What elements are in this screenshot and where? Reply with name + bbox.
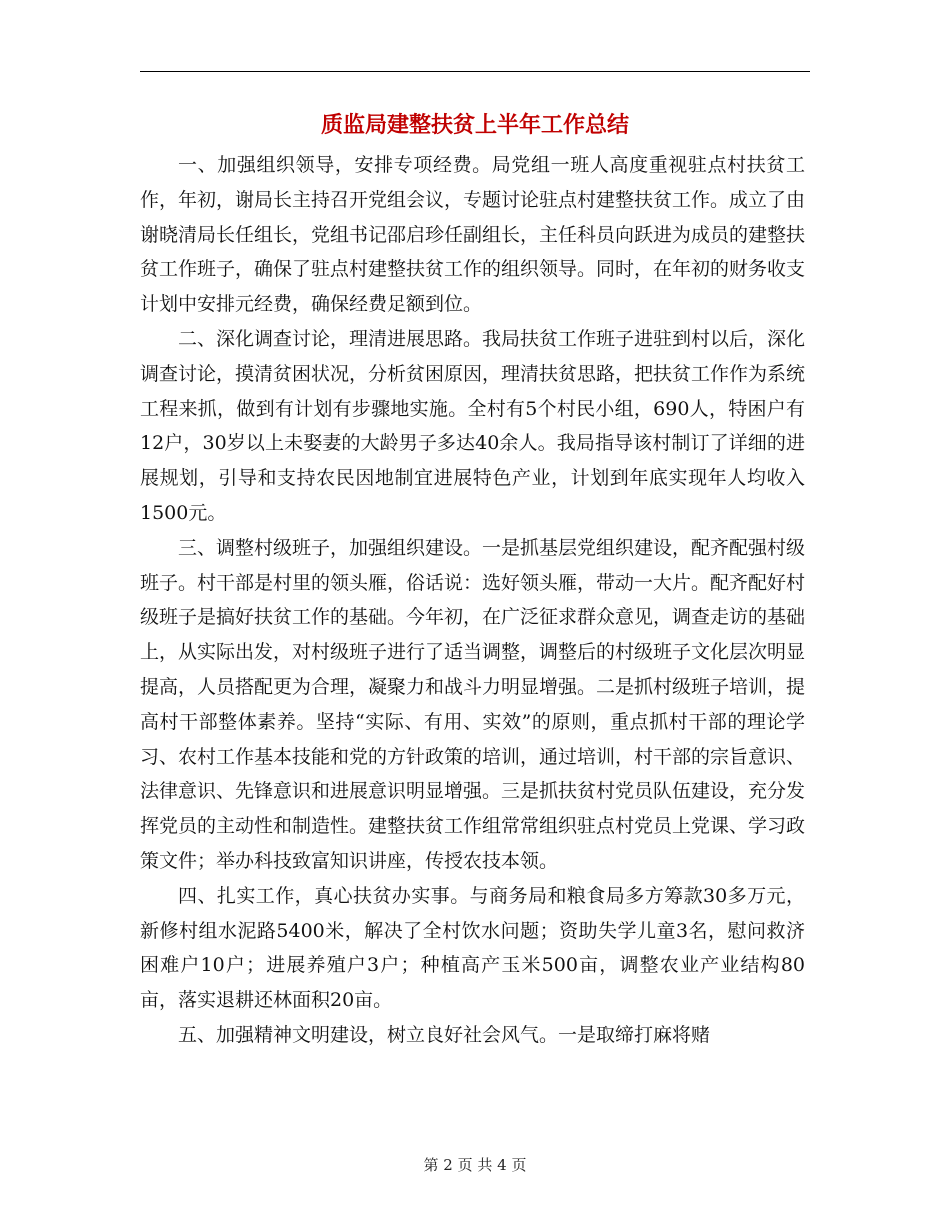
paragraph-3: 三、调整村级班子，加强组织建设。一是抓基层党组织建设，配齐配强村级班子。村干部是村里的领头雁，俗话说：选好领头雁，带动一大片。配齐配好村级班子是搞好扶贫工作的基础。今年初，在广泛征求群众意见，调查走访的基础上，从实际出发，对村级班子进行了适当调整，调整后的村级班子文化层次明显提高，人员搭配更为合理，凝聚力和战斗力明显增强。二是抓村级班子培训，提高村干部整体素养。坚持“实际、有用、实效”的原则，重点抓村干部的理论学习、农村工作基本技能和党的方针政策的培训，通过培训，村干部的宗旨意识、法律意识、先锋意识和进展意识明显增强。三是抓扶贫村党员队伍建设，充分发挥党员的主动性和制造性。建整扶贫工作组常常组织驻点村党员上党课、学习政策文件；举办科技致富知识讲座，传授农技本领。 — [140, 536, 806, 872]
page-number: 第 2 页 共 4 页 — [423, 1156, 527, 1174]
document-title: 质监局建整扶贫上半年工作总结 — [320, 113, 629, 138]
paragraph-2: 二、深化调查讨论，理清进展思路。我局扶贫工作班子进驻到村以后，深化调查讨论，摸清贫困状况，分析贫困原因，理清扶贫思路，把扶贫工作作为系统工程来抓，做到有计划有步骤地实施。全村有5个村民小组，690人，特困户有12户，30岁以上未娶妻的大龄男子多达40余人。我局指导该村制订了详细的进展规划，引导和支持农民因地制宜进展特色产业，计划到年底实现年人均收入1500元。 — [140, 327, 806, 524]
header-rule — [140, 71, 810, 72]
document-body — [140, 148, 805, 1053]
paragraph-4: 四、扎实工作，真心扶贫办实事。与商务局和粮食局多方筹款30多万元，新修村组水泥路5400米，解决了全村饮水问题；资助失学儿童3名，慰问救济困难户10户；进展养殖户3户；种植高产玉米500亩，调整农业产业结构80亩，落实退耕还林面积20亩。 — [140, 884, 805, 1012]
paragraph-5: 五、加强精神文明建设，树立良好社会风气。一是取缔打麻将赌 — [178, 1023, 711, 1046]
paragraph-1: 一、加强组织领导，安排专项经费。局党组一班人高度重视驻点村扶贫工作，年初，谢局长主持召开党组会议，专题讨论驻点村建整扶贫工作。成立了由谢晓清局长任组长，党组书记邵启珍任副组长，主任科员向跃进为成员的建整扶贫工作班子，确保了驻点村建整扶贫工作的组织领导。同时，在年初的财务收支计划中安排元经费，确保经费足额到位。 — [140, 154, 806, 316]
